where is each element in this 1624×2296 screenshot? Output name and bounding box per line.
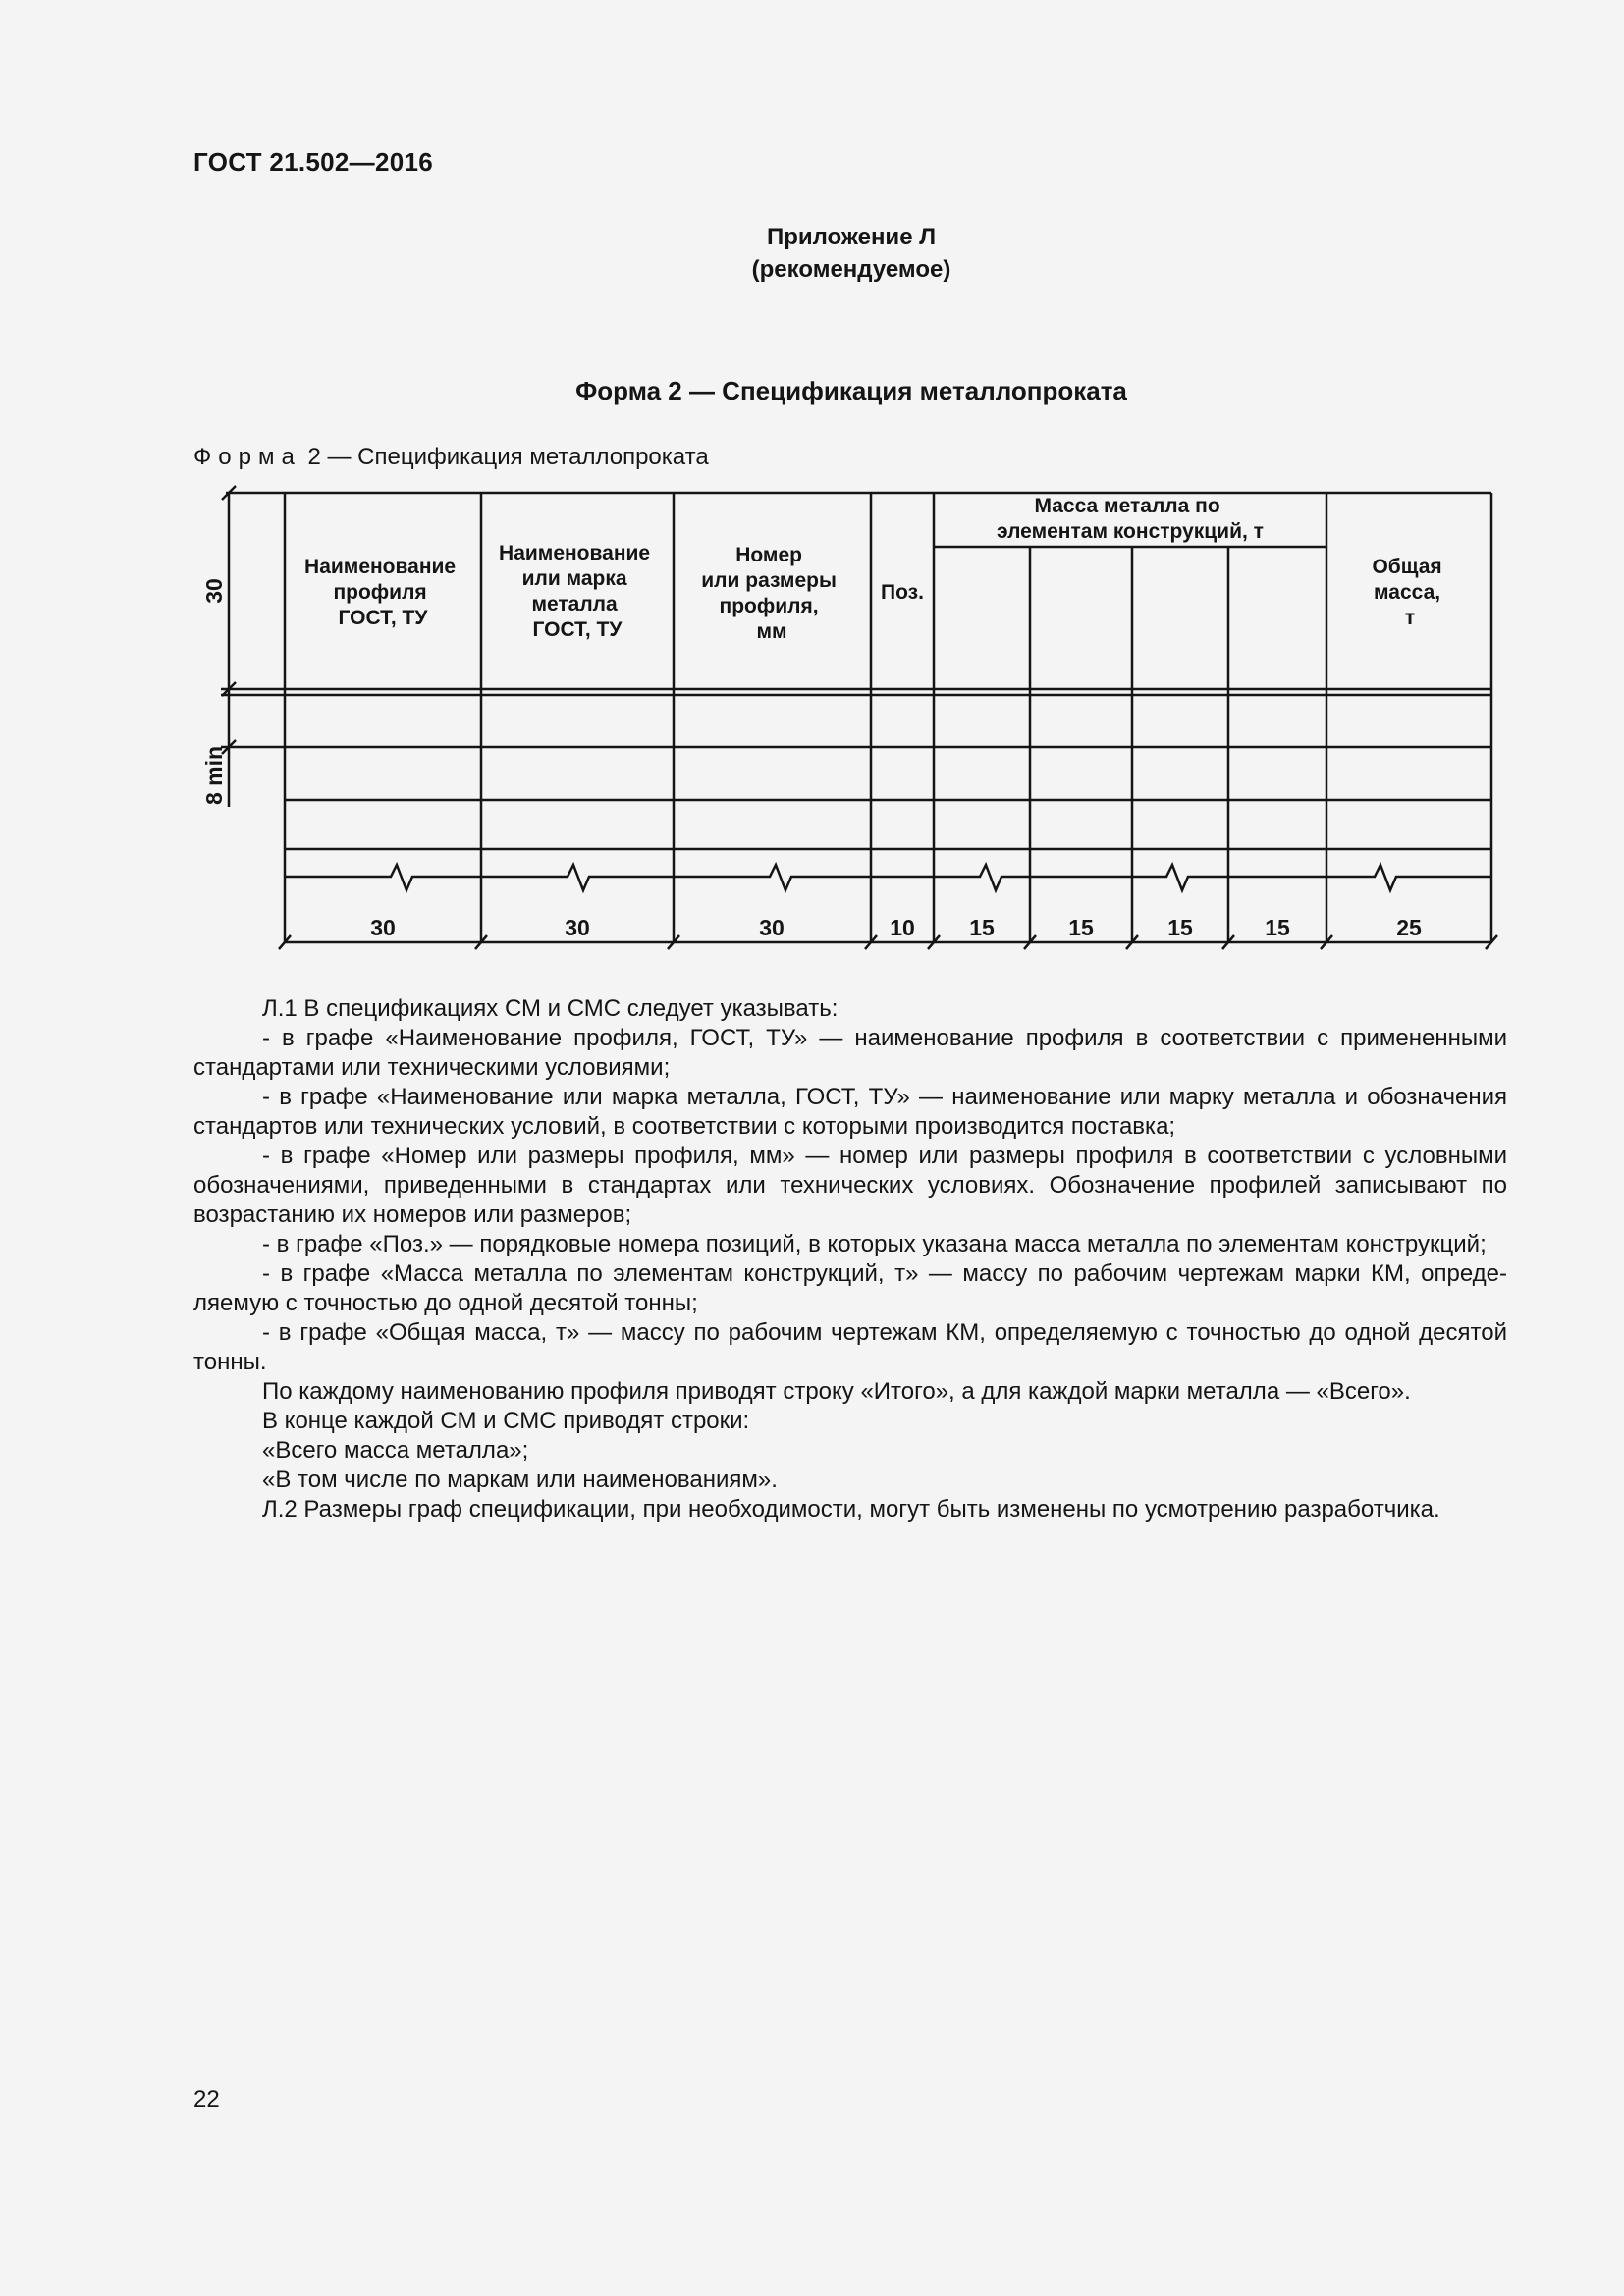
col-width-label: 30	[565, 915, 590, 940]
col-header-pos: Поз.	[881, 581, 924, 604]
col-width-label: 30	[759, 915, 785, 940]
body-paragraph: - в графе «Номер или размеры профиля, мм» — номер или размеры профиля в соответствии с условными обозначениями, приведенными в стандартах или технических условиях. Обозначение профилей записывают по возрастанию их номеров или размеров;	[193, 1143, 1507, 1228]
col-width-label: 15	[969, 915, 995, 940]
body-paragraph: - в графе «Поз.» — порядковые номера позиций, в которых указана масса металла по элементам конструкций;	[262, 1231, 1487, 1257]
document-id: ГОСТ 21.502—2016	[193, 147, 434, 177]
row-height-label: 8 min	[201, 745, 227, 806]
body-paragraph: Л.2 Размеры граф спецификации, при необходимости, могут быть изменены по усмотрению разработчика.	[262, 1496, 1440, 1522]
appendix-status: (рекомендуемое)	[751, 256, 951, 283]
body-paragraph: «В том числе по маркам или наименованиям».	[262, 1467, 778, 1493]
col-width-label: 25	[1396, 915, 1422, 940]
form-caption-rest: 2 — Спецификация металлопроката	[300, 444, 709, 470]
body-paragraph: По каждому наименованию профиля приводят строку «Итого», а для каждой марки металла — «Всего».	[262, 1378, 1411, 1405]
column-width-labels	[370, 915, 1422, 940]
form-caption-prefix: Форма	[193, 444, 301, 470]
specification-form-table	[0, 0, 1624, 982]
col-width-label: 30	[370, 915, 396, 940]
col-header-profile-size: Номер или размеры профиля, мм	[701, 544, 837, 643]
horizontal-dimension	[279, 935, 1497, 949]
col-width-label: 15	[1068, 915, 1094, 940]
col-width-label: 10	[890, 915, 915, 940]
body-paragraph: - в графе «Наименование профиля, ГОСТ, ТУ» — наименование профиля в соответствии с примененными стандартами или техническими условиями;	[193, 1025, 1507, 1081]
col-header-profile-name: Наименование профиля ГОСТ, ТУ	[304, 556, 457, 629]
appendix-title: Приложение Л	[766, 224, 937, 250]
body-paragraph: - в графе «Наименование или марка металла, ГОСТ, ТУ» — наименование или марку металла и обозначения стандартов или технических условий, в соответствии с которыми производится поставка;	[193, 1084, 1507, 1140]
body-paragraph: - в графе «Общая масса, т» — массу по рабочим чертежам КМ, определяемую с точностью до одной десятой тонны.	[193, 1319, 1507, 1375]
page-number: 22	[193, 2086, 220, 2112]
body-paragraph: - в графе «Масса металла по элементам конструкций, т» — массу по рабочим чертежам марки КМ, опреде-ляемую с точностью до одной десятой тонны;	[193, 1260, 1507, 1316]
body-text	[193, 994, 1507, 1524]
form-heading: Форма 2 — Спецификация металлопроката	[575, 376, 1127, 405]
col-header-metal-grade: Наименование или марка металла ГОСТ, ТУ	[499, 542, 651, 641]
col-width-label: 15	[1167, 915, 1193, 940]
table-break-line	[285, 865, 1491, 890]
body-paragraph: В конце каждой СМ и СМС приводят строки:	[262, 1408, 750, 1434]
body-paragraph: Л.1 В спецификациях СМ и СМС следует указывать:	[262, 995, 839, 1022]
col-header-total-mass: Общая масса, т	[1372, 556, 1442, 629]
col-width-label: 15	[1265, 915, 1290, 940]
col-header-mass-group: Масса металла по элементам конструкций, т	[997, 495, 1264, 543]
body-paragraph: «Всего масса металла»;	[262, 1437, 529, 1464]
header-height-label: 30	[201, 578, 227, 604]
